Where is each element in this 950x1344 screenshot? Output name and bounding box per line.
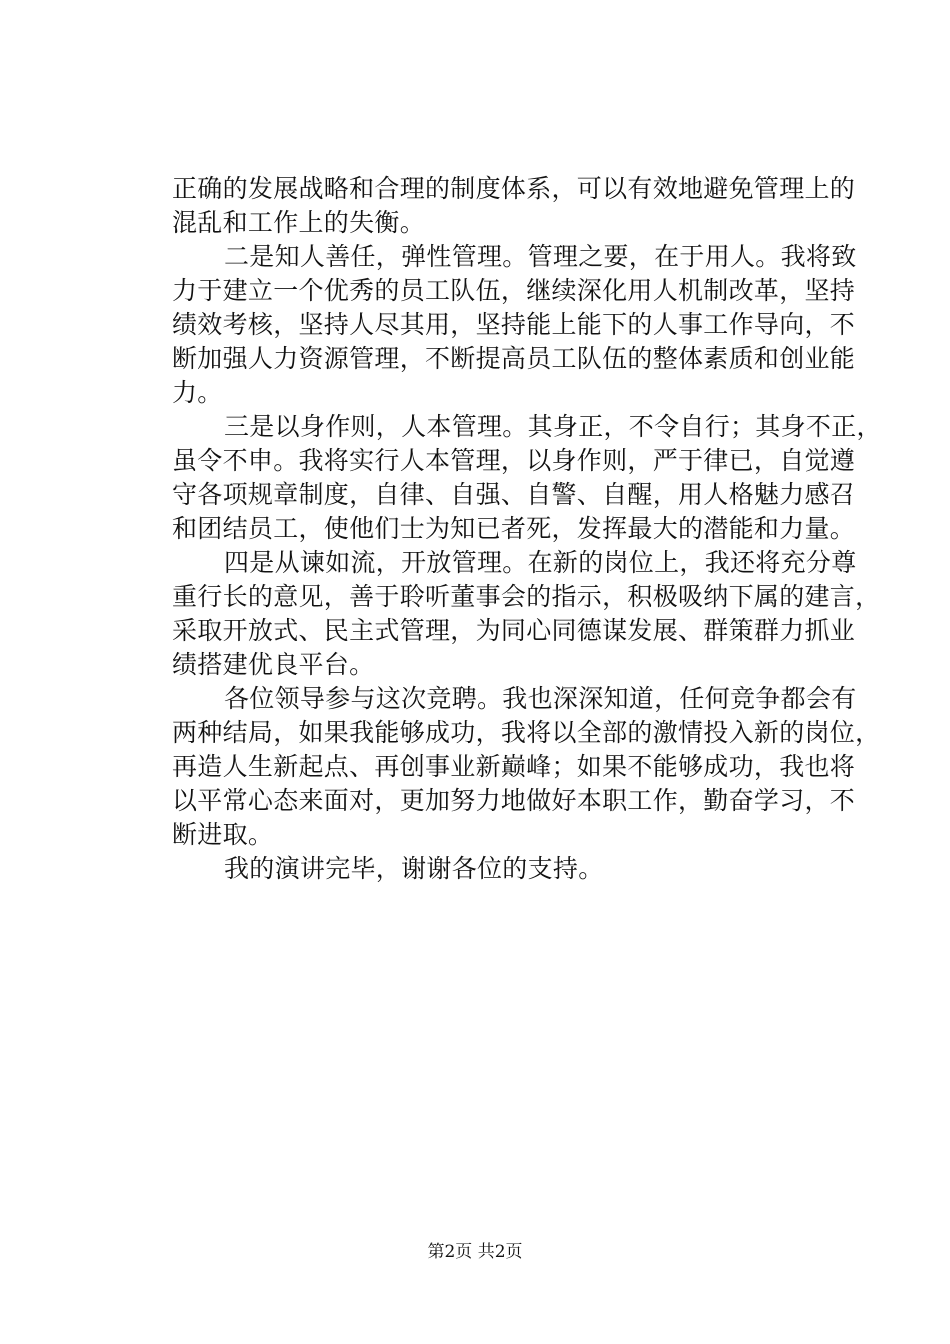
- text-line: 正确的发展战略和合理的制度体系，可以有效地避免管理上的: [172, 174, 856, 203]
- text-line: 采取开放式、民主式管理，为同心同德谋发展、群策群力抓业: [172, 616, 856, 645]
- text-line: 以平常心态来面对，更加努力地做好本职工作，勤奋学习，不: [172, 786, 856, 815]
- page-footer: 第2页 共2页: [427, 1242, 523, 1262]
- text-line: 混乱和工作上的失衡。: [172, 208, 426, 237]
- paragraph-start-line: 二是知人善任，弹性管理。管理之要，在于用人。我将致: [224, 242, 857, 271]
- text-line: 两种结局，如果我能够成功，我将以全部的激情投入新的岗位，: [172, 718, 881, 747]
- paragraph-start-line: 四是从谏如流，开放管理。在新的岗位上，我还将充分尊: [224, 548, 857, 577]
- text-line: 再造人生新起点、再创事业新巅峰；如果不能够成功，我也将: [172, 752, 856, 781]
- text-line: 守各项规章制度，自律、自强、自警、自醒，用人格魅力感召: [172, 480, 856, 509]
- paragraph-start-line: 三是以身作则，人本管理。其身正，不令自行；其身不正，: [224, 412, 882, 441]
- text-line: 断进取。: [172, 820, 274, 849]
- document-body: [172, 172, 882, 886]
- text-line: 力于建立一个优秀的员工队伍，继续深化用人机制改革，坚持: [172, 276, 856, 305]
- text-line: 绩搭建优良平台。: [172, 650, 375, 679]
- text-line: 断加强人力资源管理，不断提高员工队伍的整体素质和创业能: [172, 344, 856, 373]
- text-line: 力。: [172, 378, 223, 407]
- text-line: 和团结员工，使他们士为知已者死，发挥最大的潜能和力量。: [172, 514, 856, 543]
- text-line: 重行长的意见，善于聆听董事会的指示，积极吸纳下属的建言，: [172, 582, 881, 611]
- paragraph-start-line: 各位领导参与这次竞聘。我也深深知道，任何竞争都会有: [224, 684, 857, 713]
- text-line: 绩效考核，坚持人尽其用，坚持能上能下的人事工作导向，不: [172, 310, 856, 339]
- text-line: 虽令不申。我将实行人本管理，以身作则，严于律已，自觉遵: [172, 446, 856, 475]
- paragraph-start-line: 我的演讲完毕，谢谢各位的支持。: [224, 854, 604, 883]
